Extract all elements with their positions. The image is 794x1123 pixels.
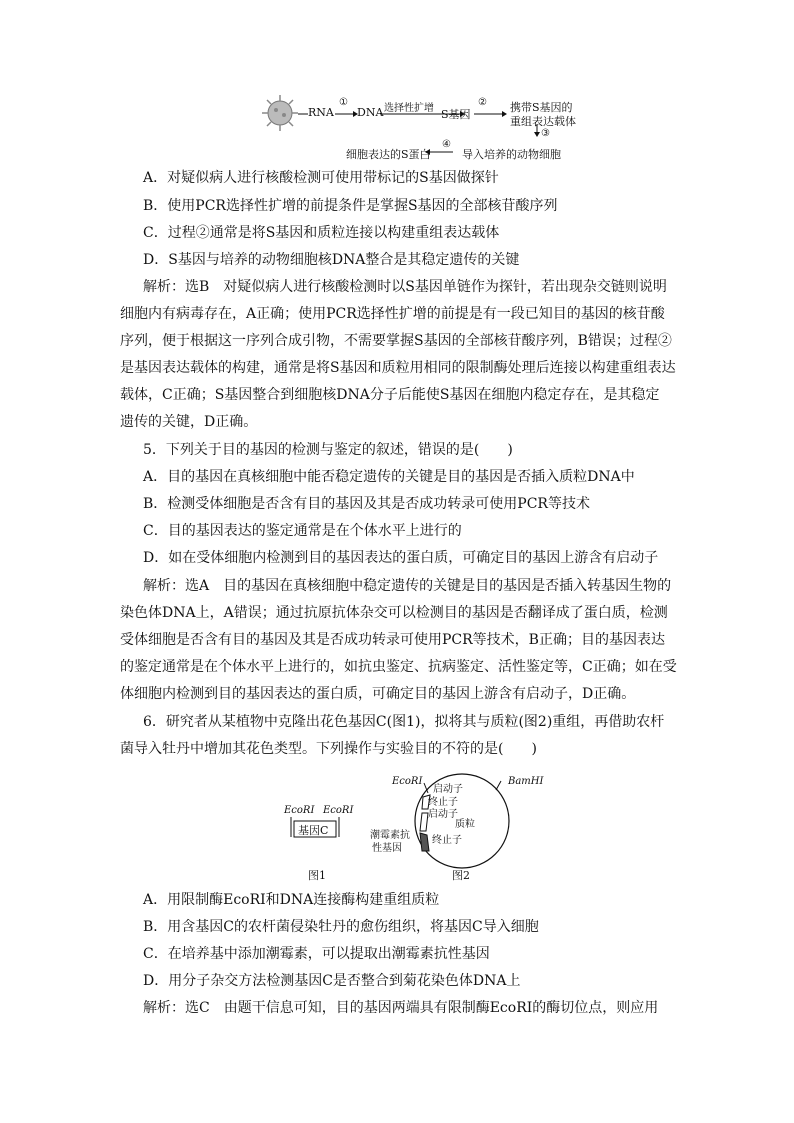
flow-protein: 细胞表达的S蛋白 xyxy=(346,148,431,161)
q4-analysis-line: 载体，C正确；S基因整合到细胞核DNA分子后能使S基因在细胞内稳定存在，是其稳定 xyxy=(120,387,660,403)
flow-step4: ④ xyxy=(442,139,451,150)
fig1-ecori-right: EcoRⅠ xyxy=(323,805,354,816)
q5-option-a: A．目的基因在真核细胞中能否稳定遗传的关键是目的基因是否插入质粒DNA中 xyxy=(143,469,635,485)
q6-option-b: B．用含基因C的农杆菌侵染牡丹的愈伤组织，将基因C导入细胞 xyxy=(143,919,539,935)
q4-analysis-line: 解析：选B 对疑似病人进行核酸检测时以S基因单链作为探针，若出现杂交链则说明 xyxy=(143,279,667,295)
flow-vector-line2: 重组表达载体 xyxy=(510,115,576,128)
flow-dna: DNA xyxy=(357,106,384,119)
fig1-gene-label: 基因C xyxy=(298,824,329,837)
q5-option-b: B．检测受体细胞是否含有目的基因及其是否成功转录可使用PCR等技术 xyxy=(143,496,590,512)
fig1-caption: 图1 xyxy=(308,869,326,882)
q6-option-a: A．用限制酶EcoRⅠ和DNA连接酶构建重组质粒 xyxy=(143,892,440,908)
flow-step1: ① xyxy=(339,97,348,108)
q5-analysis-line: 染色体DNA上，A错误；通过抗原抗体杂交可以检测目的基因是否翻译成了蛋白质，检测 xyxy=(120,605,668,621)
fig2-ecori: EcoRⅠ xyxy=(392,776,423,787)
q5-analysis-line: 解析：选A 目的基因在真核细胞中稳定遗传的关键是目的基因是否插入转基因生物的 xyxy=(143,578,672,594)
flow-s-gene: S基因 xyxy=(441,108,471,121)
q6-stem-line: 6．研究者从某植物中克隆出花色基因C(图1)，拟将其与质粒(图2)重组，再借助农杆 xyxy=(143,714,665,730)
fig1-ecori-left: EcoRⅠ xyxy=(284,805,315,816)
flow-step2: ② xyxy=(478,97,487,108)
q4-analysis-line: 是基因表达载体的构建，通常是将S基因和质粒用相同的限制酶处理后连接以构建重组表达 xyxy=(120,360,676,376)
q4-option-d: D．S基因与培养的动物细胞核DNA整合是其稳定遗传的关键 xyxy=(143,252,520,268)
flow-step3: ③ xyxy=(541,128,550,139)
flow-cells: 导入培养的动物细胞 xyxy=(462,148,561,161)
q5-option-d: D．如在受体细胞内检测到目的基因表达的蛋白质，可确定目的基因上游含有启动子 xyxy=(143,550,659,566)
fig2-promoter-2: 启动子 xyxy=(428,809,458,820)
q5-analysis-line: 的鉴定通常是在个体水平上进行的，如抗虫鉴定、抗病鉴定、活性鉴定等，C正确；如在受 xyxy=(120,659,677,675)
fig2-bamhi: BamHⅠ xyxy=(508,776,544,787)
q4-option-b: B．使用PCR选择性扩增的前提条件是掌握S基因的全部核苷酸序列 xyxy=(143,198,558,214)
flow-pcr: 选择性扩增 xyxy=(384,103,434,114)
q6-analysis-line: 解析：选C 由题干信息可知，目的基因两端具有限制酶EcoRⅠ的酶切位点，则应用 xyxy=(143,1000,659,1016)
fig2-promoter-1: 启动子 xyxy=(433,784,463,795)
fig2-plasmid-label: 质粒 xyxy=(455,819,475,830)
q4-analysis-line: 遗传的关键，D正确。 xyxy=(120,414,258,430)
q6-stem-line: 菌导入牡丹中增加其花色类型。下列操作与实验目的不符的是( ) xyxy=(120,741,537,757)
q6-option-c: C．在培养基中添加潮霉素，可以提取出潮霉素抗性基因 xyxy=(143,946,490,962)
q6-option-d: D．用分子杂交方法检测基因C是否整合到菊花染色体DNA上 xyxy=(143,973,521,989)
q4-option-a: A．对疑似病人进行核酸检测可使用带标记的S基因做探针 xyxy=(143,170,499,186)
q4-analysis-line: 序列，便于根据这一序列合成引物，不需要掌握S基因的全部核苷酸序列，B错误；过程② xyxy=(120,333,672,349)
q5-option-c: C．目的基因表达的鉴定通常是在个体水平上进行的 xyxy=(143,523,462,539)
q5-stem: 5．下列关于目的基因的检测与鉴定的叙述，错误的是( ) xyxy=(143,442,513,458)
q4-analysis-line: 细胞内有病毒存在，A正确；使用PCR选择性扩增的前提是有一段已知目的基因的核苷酸 xyxy=(120,306,665,322)
flow-vector-line1: 携带S基因的 xyxy=(510,101,573,114)
fig2-resistance-line1: 潮霉素抗 xyxy=(370,830,410,841)
fig2-terminator-1: 终止子 xyxy=(428,797,458,808)
fig2-resistance-line2: 性基因 xyxy=(372,843,402,854)
q4-option-c: C．过程②通常是将S基因和质粒连接以构建重组表达载体 xyxy=(143,225,500,241)
fig2-caption: 图2 xyxy=(452,869,470,882)
fig2-terminator-2: 终止子 xyxy=(432,835,462,846)
q5-analysis-line: 体细胞内检测到目的基因表达的蛋白质，可确定目的基因上游含有启动子，D正确。 xyxy=(120,686,636,702)
flow-rna: RNA xyxy=(308,106,334,119)
q5-analysis-line: 受体细胞是否含有目的基因及其是否成功转录可使用PCR等技术，B正确；目的基因表达 xyxy=(120,632,665,648)
